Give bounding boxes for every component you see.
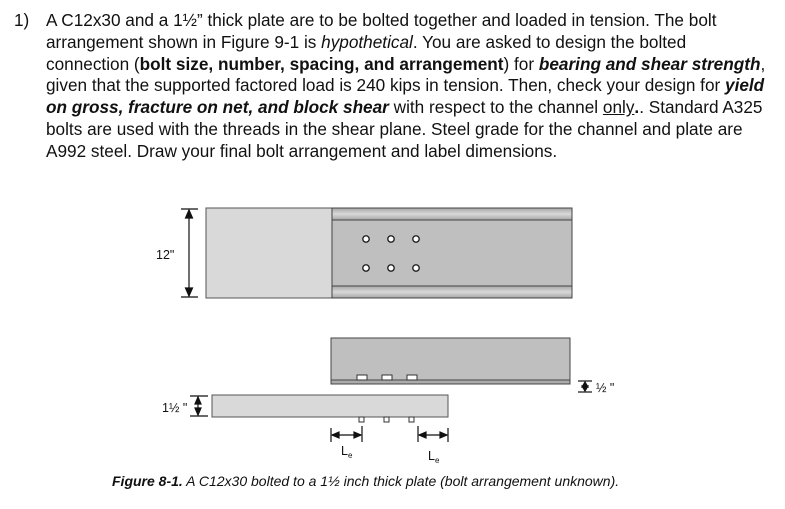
channel-web-plan xyxy=(332,208,572,298)
bolt-shank xyxy=(407,375,417,380)
plate-plan xyxy=(206,208,332,298)
bolt-hole xyxy=(363,236,369,242)
edge-distance-dimension-right xyxy=(418,426,448,442)
bolt-hole xyxy=(413,236,419,242)
problem-text: A C12x30 and a 1½” thick plate are to be bolted together and loaded in tension. The bolt arrangement shown in Figure 9-1 is hypothetical. You are asked to design the bolted connection (bolt size, number, spacing, and arrangement) for bearing and shear strength, given that the supported factored load is 240 kips in tension. Then, check your design for yield on gross, fracture on net, and block shear with respect to the channel only.. Standard A325 bolts are used with the threads in the shear plane. Steel grade for the channel and plate are A992 steel. Draw your final bolt arrangement and label dimensions. xyxy=(46,10,766,161)
bolt-shank xyxy=(382,375,392,380)
problem-number: 1) xyxy=(14,10,30,30)
plan-view xyxy=(156,208,572,298)
bolt-hole xyxy=(388,265,394,271)
bolt-hole xyxy=(413,265,419,271)
figure-caption xyxy=(112,473,619,489)
bolt-head xyxy=(384,417,389,422)
bolt-head xyxy=(359,417,364,422)
channel-elevation xyxy=(331,338,570,380)
elevation-view xyxy=(162,338,614,465)
channel-thickness-label: ½ " xyxy=(596,381,615,395)
bolt-hole xyxy=(363,265,369,271)
bolt-hole xyxy=(388,236,394,242)
channel-web-elevation xyxy=(331,380,570,384)
bolt-shank xyxy=(357,375,367,380)
edge-distance-label-left: $L_e$ xyxy=(341,444,353,460)
caption-text: A C12x30 bolted to a 1½ inch thick plate (bolt arrangement unknown). xyxy=(182,473,620,489)
channel-bottom-flange xyxy=(332,286,572,298)
plate-thickness-dimension xyxy=(190,396,208,416)
caption-label: Figure 8-1. xyxy=(112,473,183,489)
edge-distance-label-right: $L_e$ xyxy=(428,449,440,465)
edge-distance-dimension-left xyxy=(331,426,362,442)
plate-thickness-label: 1½ " xyxy=(162,401,188,415)
bolt-head xyxy=(409,417,414,422)
depth-dimension xyxy=(181,209,198,297)
depth-dimension-label: 12" xyxy=(156,248,175,262)
plate-elevation xyxy=(212,395,448,417)
channel-thickness-dimension xyxy=(578,381,592,392)
channel-top-flange xyxy=(332,208,572,220)
